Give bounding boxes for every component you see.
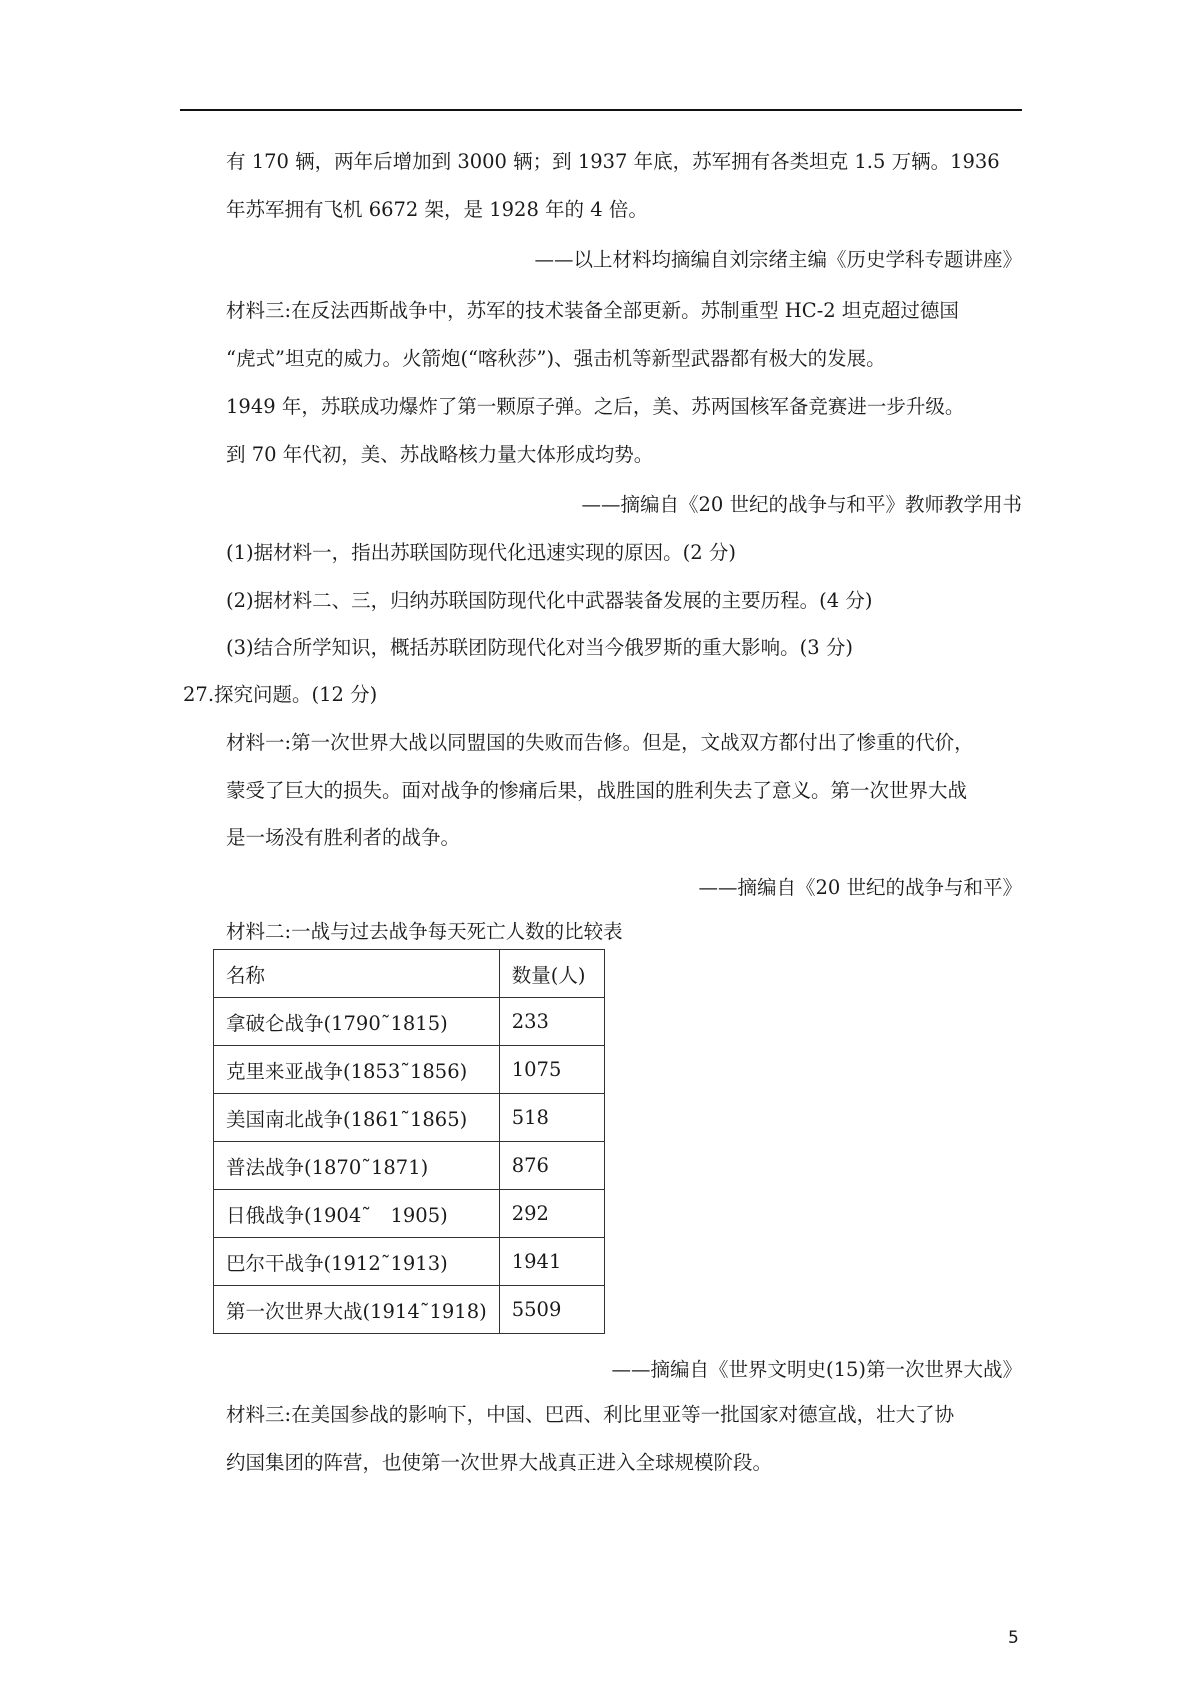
question-item: (2)据材料二、三，归纳苏联国防现代化中武器装备发展的主要历程。(4 分) [226, 589, 873, 612]
question-item: (3)结合所学知识，概括苏联团防现代化对当今俄罗斯的重大影响。(3 分) [226, 636, 853, 659]
table-caption: 材料二:一战与过去战争每天死亡人数的比较表 [226, 920, 623, 943]
table-row [214, 1142, 605, 1190]
table-cell: 876 [499, 1142, 604, 1190]
header-rule [180, 109, 1022, 111]
table-cell: 克里来亚战争(1853˜1856) [214, 1046, 500, 1094]
table-row [214, 1094, 605, 1142]
table-cell: 巴尔干战争(1912˜1913) [214, 1238, 500, 1286]
text-line: 约国集团的阵营，也使第一次世界大战真正进入全球规模阶段。 [226, 1451, 773, 1474]
table-cell: 第一次世界大战(1914˜1918) [214, 1286, 500, 1334]
text-line: 有 170 辆，两年后增加到 3000 辆；到 1937 年底，苏军拥有各类坦克 1.5 万辆。1936 [226, 150, 1000, 173]
text-line: 材料一:第一次世界大战以同盟国的失败而告修。但是，文战双方都付出了惨重的代价， [226, 731, 974, 754]
table-header-cell: 数量(人) [499, 950, 604, 998]
table-header-cell: 名称 [214, 950, 500, 998]
table-row [214, 1286, 605, 1334]
table-cell: 292 [499, 1190, 604, 1238]
table-cell: 233 [499, 998, 604, 1046]
table-cell: 1941 [499, 1238, 604, 1286]
text-line: 是一场没有胜利者的战争。 [226, 826, 461, 849]
text-line: 材料三:在美国参战的影响下，中国、巴西、利比里亚等一批国家对德宣战，壮大了协 [226, 1403, 955, 1426]
text-line: 1949 年，苏联成功爆炸了第一颗原子弹。之后，美、苏两国核军备竞赛进一步升级。 [226, 395, 965, 418]
table-cell: 5509 [499, 1286, 604, 1334]
table-row [214, 1190, 605, 1238]
table-row [214, 1238, 605, 1286]
source-citation: ——摘编自《世界文明史(15)第一次世界大战》 [611, 1358, 1022, 1381]
text-line: 材料三:在反法西斯战争中，苏军的技术装备全部更新。苏制重型 HC-2 坦克超过德国 [226, 299, 959, 322]
text-line: “虎式”坦克的威力。火箭炮(“喀秋莎”)、强击机等新型武器都有极大的发展。 [226, 347, 886, 370]
text-line: 蒙受了巨大的损失。面对战争的惨痛后果，战胜国的胜利失去了意义。第一次世界大战 [226, 779, 968, 802]
table-cell: 1075 [499, 1046, 604, 1094]
table-cell: 美国南北战争(1861˜1865) [214, 1094, 500, 1142]
table-row [214, 1046, 605, 1094]
table-header-row [214, 950, 605, 998]
table-row [214, 998, 605, 1046]
table-cell: 拿破仑战争(1790˜1815) [214, 998, 500, 1046]
page-number: 5 [1008, 1628, 1019, 1648]
source-citation: ——摘编自《20 世纪的战争与和平》 [698, 876, 1022, 899]
source-citation: ——以上材料均摘编自刘宗绪主编《历史学科专题讲座》 [534, 248, 1022, 271]
source-citation: ——摘编自《20 世纪的战争与和平》教师教学用书 [581, 493, 1022, 516]
question-heading: 27.探究问题。(12 分) [183, 683, 378, 706]
table-cell: 日俄战争(1904˜ 1905) [214, 1190, 500, 1238]
text-line: 到 70 年代初，美、苏战略核力量大体形成均势。 [226, 443, 654, 466]
casualty-table [213, 949, 605, 1334]
table-cell: 普法战争(1870˜1871) [214, 1142, 500, 1190]
question-item: (1)据材料一，指出苏联国防现代化迅速实现的原因。(2 分) [226, 541, 736, 564]
text-line: 年苏军拥有飞机 6672 架，是 1928 年的 4 倍。 [226, 198, 648, 221]
table-cell: 518 [499, 1094, 604, 1142]
